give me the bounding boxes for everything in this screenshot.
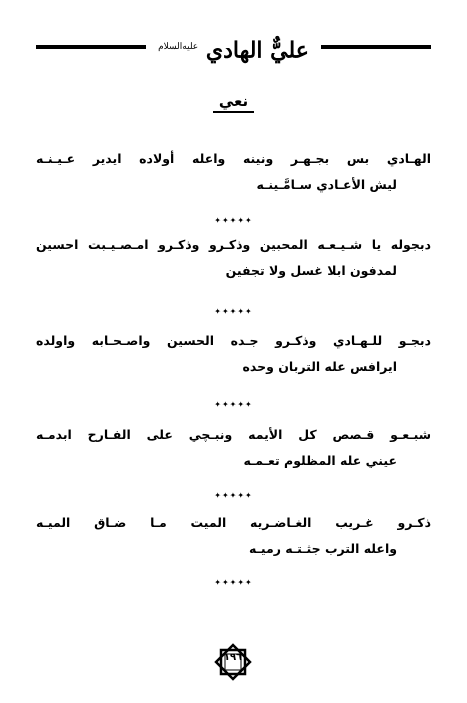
verse-4 <box>36 422 431 474</box>
separator-stars: ✦✦✦✦✦ <box>214 578 253 587</box>
verse-5 <box>36 510 431 562</box>
separator-stars: ✦✦✦✦✦ <box>214 400 253 409</box>
book-title-text: عليٌّ الهادي <box>205 37 309 64</box>
verse-line: واعله الترب جثـتـه رميـه <box>249 541 397 556</box>
book-title <box>146 30 321 67</box>
verse-line: ايرافس عله التربان وحده <box>242 359 397 374</box>
verse-line: ليش الأعـادي سـامَّـينـه <box>256 177 397 192</box>
verse-line: دبجـو للـهـادي وذكـرو جـده الحسين واصـحـابه واولده <box>36 333 431 348</box>
page-number: ١٩٦ <box>223 652 243 663</box>
header-rule-left <box>36 45 146 49</box>
verse-line: ذكـرو غـريب الغـاضـريه الميت مـا ضـاق الميـه <box>36 515 431 530</box>
verse-line: الهـادي بس بجـهـر ونينه واعله أولاده ايدير عـيـنـه <box>36 151 431 166</box>
verse-3 <box>36 328 431 380</box>
verse-line: دبجوله يا شـيـعـه المحبين وذكـرو وذكـرو امـصـيـبت احسين <box>36 237 431 252</box>
verse-1 <box>36 146 431 198</box>
verse-line: شبـعـو قـصص كل الأيمه ونبـچي على الفـارح ابدمـه <box>36 427 431 442</box>
verse-line: لمدفون ابلا غسل ولا تجفين <box>225 263 397 278</box>
separator-stars: ✦✦✦✦✦ <box>214 491 253 500</box>
page-header <box>36 30 431 66</box>
honorific: عليه‌السلام <box>158 42 199 52</box>
section-title <box>0 92 467 113</box>
header-rule-right <box>321 45 431 49</box>
section-title-text: نعي <box>213 92 254 113</box>
verse-line: عيني عله المظلوم تعـمـه <box>243 453 397 468</box>
verse-2 <box>36 232 431 284</box>
separator-stars: ✦✦✦✦✦ <box>214 307 253 316</box>
separator-stars: ✦✦✦✦✦ <box>214 216 253 225</box>
